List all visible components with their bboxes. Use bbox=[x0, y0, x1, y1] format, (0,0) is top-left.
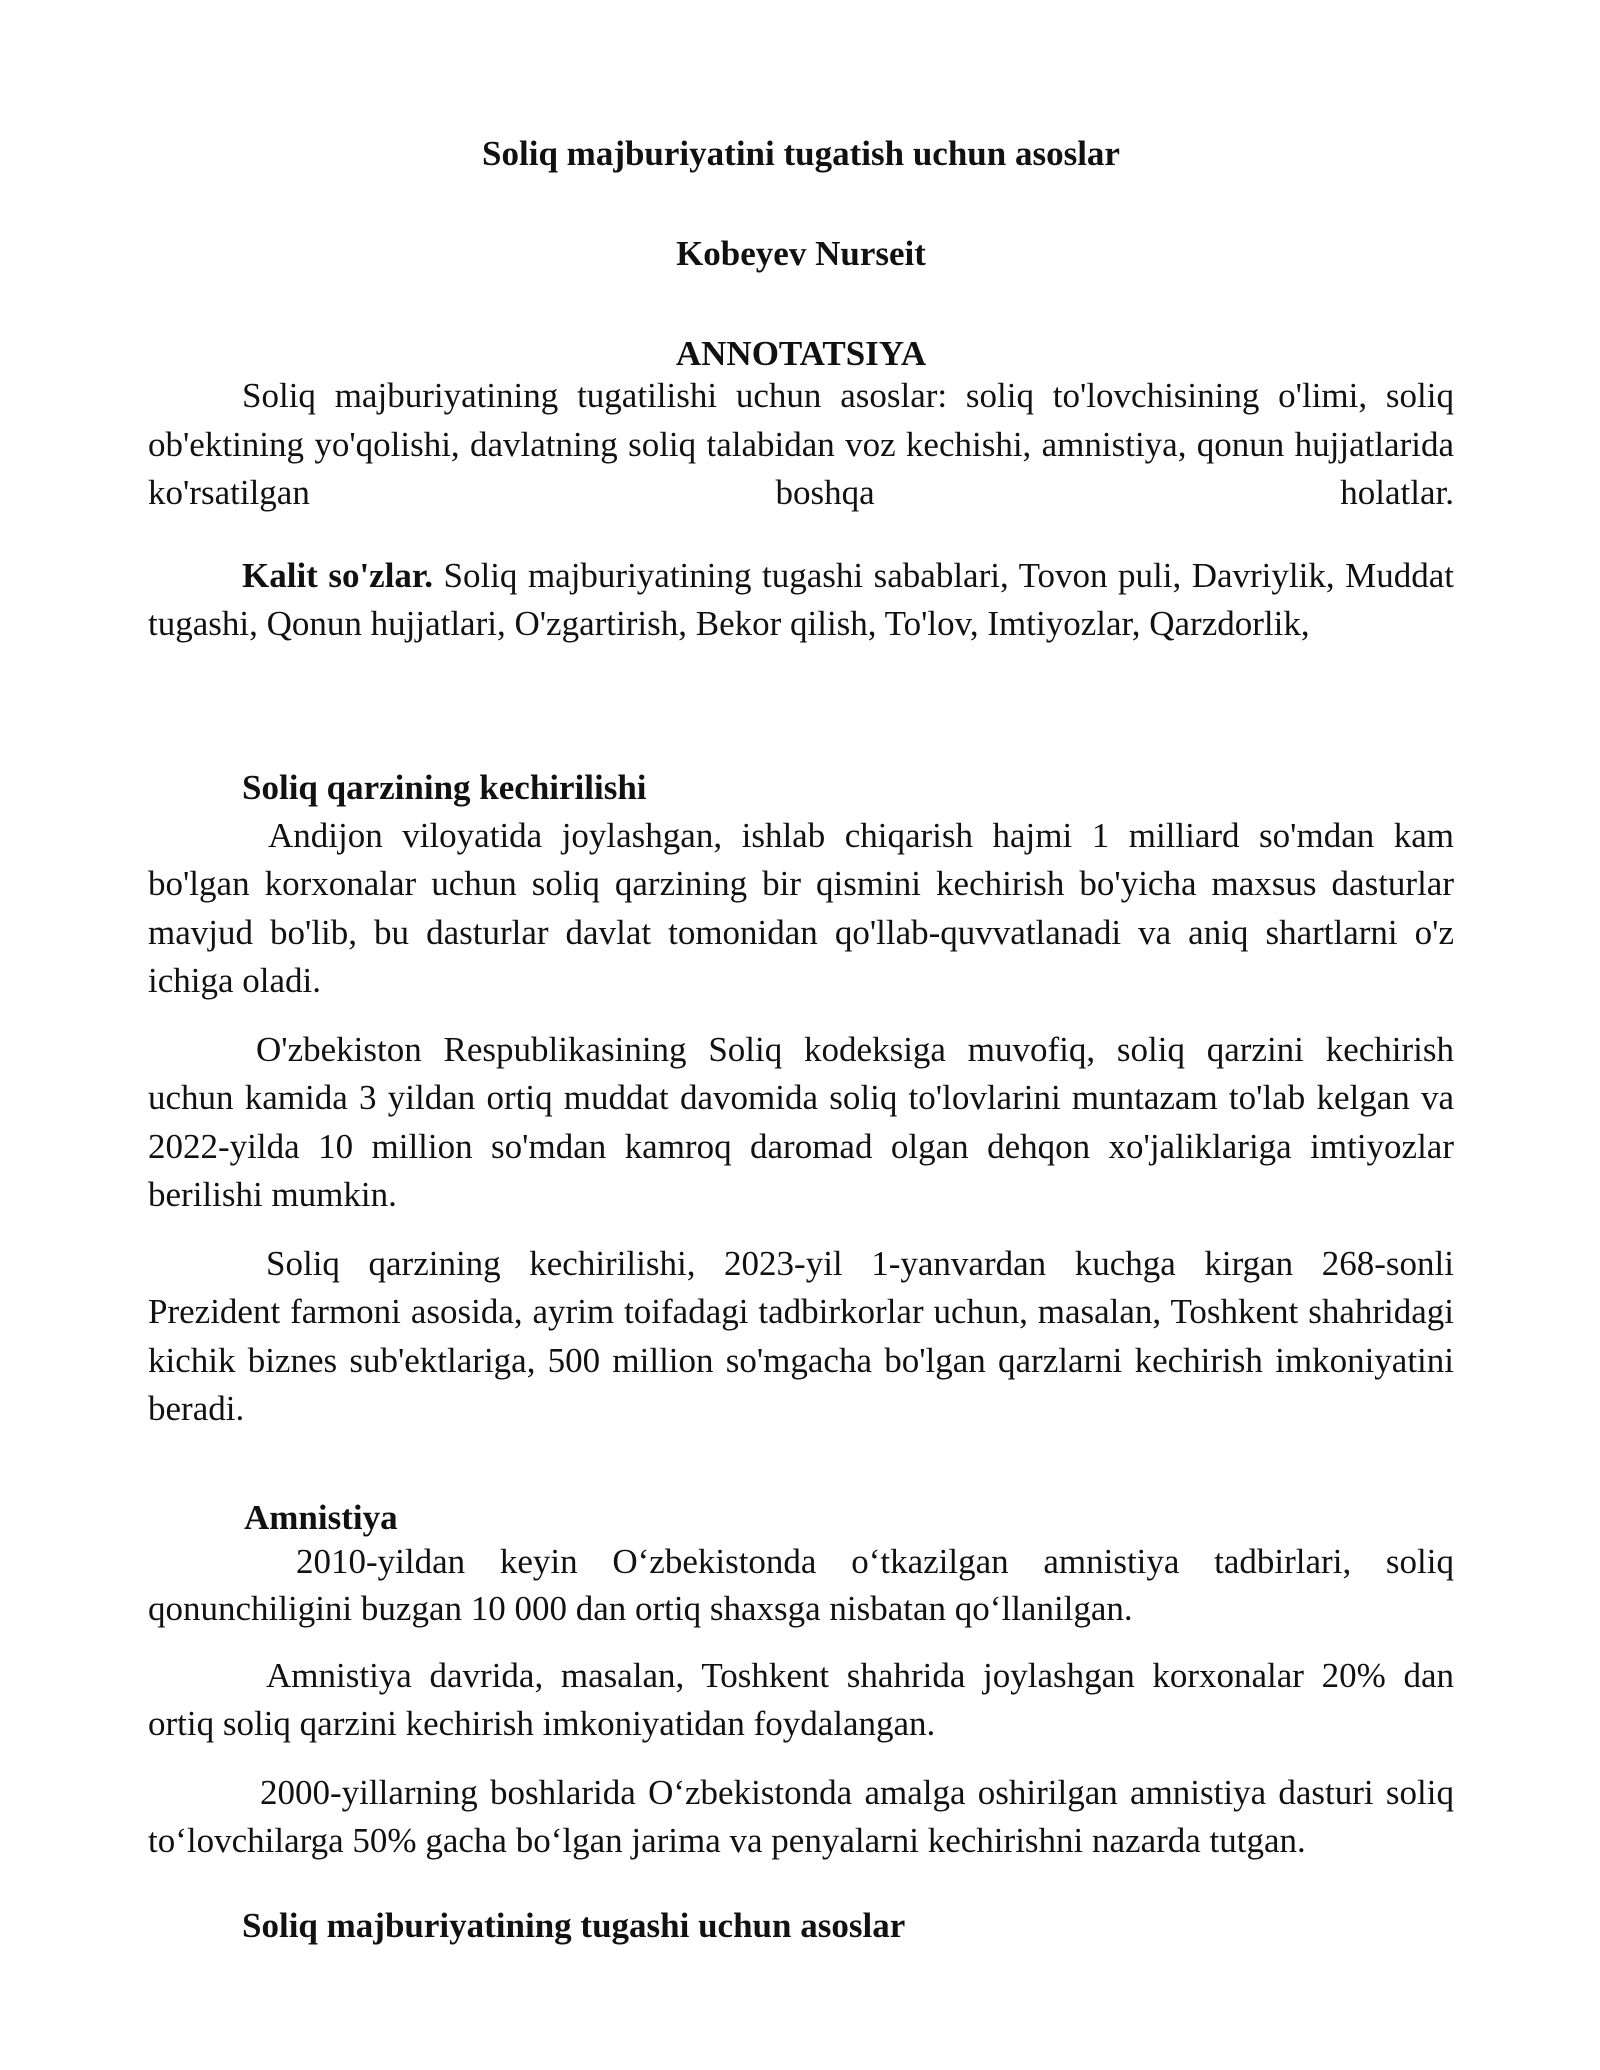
section-heading-grounds: Soliq majburiyatining tugashi uchun asoslar bbox=[242, 1905, 906, 1945]
paragraph: O'zbekiston Respublikasining Soliq kodeksiga muvofiq, soliq qarzini kechirish uchun kamida 3 yildan ortiq muddat davomida soliq to'lovlarini muntazam to'lab kelgan va 2022-yilda 10 million so'mdan kamroq daromad olgan dehqon xo'jaliklariga imtiyozlar berilishi mumkin. bbox=[148, 1029, 1454, 1214]
annotation-heading: ANNOTATSIYA bbox=[675, 334, 927, 373]
paragraph: 2000-yillarning boshlarida O‘zbekistonda amalga oshirilgan amnistiya dasturi soliq to‘lovchilarga 50% gacha bo‘lgan jarima va penyalarni kechirishni nazarda tutgan. bbox=[148, 1772, 1454, 1860]
keywords-paragraph bbox=[148, 552, 1454, 649]
keywords-label: Kalit so'zlar. bbox=[242, 555, 434, 595]
document-author: Kobeyev Nurseit bbox=[676, 234, 926, 273]
paragraph: 2010-yildan keyin O‘zbekistonda o‘tkazilgan amnistiya tadbirlari, soliq qonunchiligini buzgan 10 000 dan ortiq shaxsga nisbatan qo‘llanilgan. bbox=[148, 1541, 1454, 1628]
keywords-text: Soliq majburiyatining tugashi sabablari, Tovon puli, Davriylik, Muddat tugashi, Qonun hujjatlari, O'zgartirish, Bekor qilish, To'lov, Imtiyozlar, Qarzdorlik, bbox=[148, 555, 1454, 643]
paragraph: Amnistiya davrida, masalan, Toshkent shahrida joylashgan korxonalar 20% dan ortiq soliq qarzini kechirish imkoniyatidan foydalangan. bbox=[148, 1655, 1454, 1743]
section-heading-amnesty: Amnistiya bbox=[244, 1497, 398, 1537]
paragraph: Soliq qarzining kechirilishi, 2023-yil 1-yanvardan kuchga kirgan 268-sonli Prezident farmoni asosida, ayrim toifadagi tadbirkorlar uchun, masalan, Toshkent shahridagi kichik biznes sub'ektlariga, 500 million so'mgacha bo'lgan qarzlarni kechirish imkoniyatini beradi. bbox=[148, 1243, 1454, 1428]
paragraph: Andijon viloyatida joylashgan, ishlab chiqarish hajmi 1 milliard so'mdan kam bo'lgan korxonalar uchun soliq qarzining bir qismini kechirish bo'yicha maxsus dasturlar mavjud bo'lib, bu dasturlar davlat tomonidan qo'llab-quvvatlanadi va aniq shartlarni o'z ichiga oladi. bbox=[148, 815, 1454, 1000]
document-page bbox=[148, 120, 1454, 1950]
document-title: Soliq majburiyatini tugatish uchun asoslar bbox=[482, 134, 1120, 173]
section-heading-debt-forgiveness: Soliq qarzining kechirilishi bbox=[242, 767, 647, 807]
annotation-paragraph: Soliq majburiyatining tugatilishi uchun asoslar: soliq to'lovchisining o'limi, soliq ob'ektining yo'qolishi, davlatning soliq talabidan voz kechishi, amnistiya, qonun hujjatlarida ko'rsatilgan boshqa holatlar. bbox=[148, 376, 1454, 512]
